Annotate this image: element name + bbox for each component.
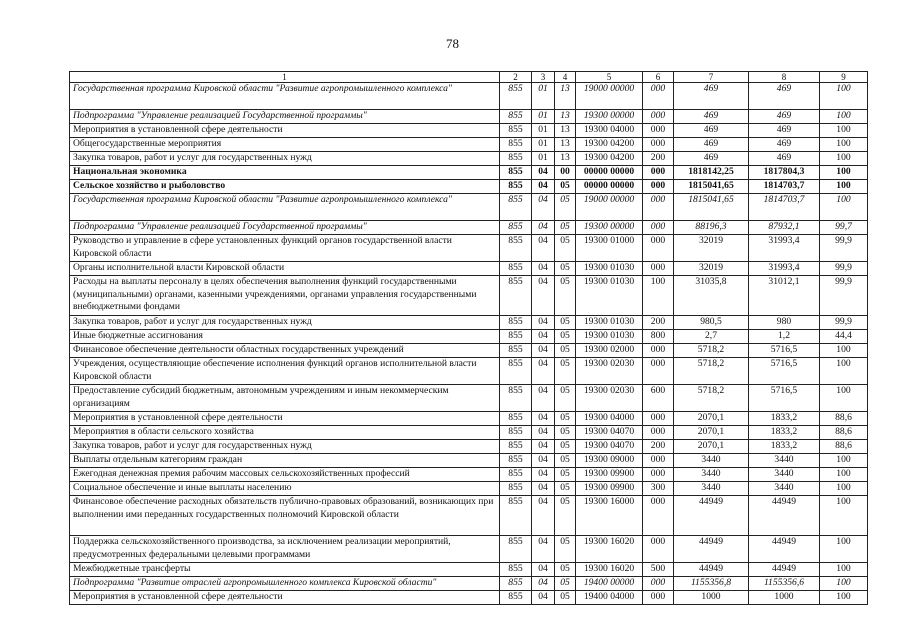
- cell-plan: 31035,8: [674, 276, 749, 316]
- cell-grbs: 855: [500, 316, 532, 330]
- cell-subsection: 05: [555, 412, 576, 426]
- cell-section: 04: [532, 426, 555, 440]
- cell-target-article: 19300 04070: [576, 440, 643, 454]
- cell-section: 04: [532, 468, 555, 482]
- cell-expense-type: 000: [643, 454, 674, 468]
- cell-expense-type: 000: [643, 138, 674, 152]
- cell-expense-type: 300: [643, 482, 674, 496]
- cell-percent: 99,9: [820, 235, 868, 262]
- cell-expense-type: 200: [643, 440, 674, 454]
- cell-plan: 88196,3: [674, 221, 749, 235]
- cell-name: Государственная программа Кировской области "Развитие агропромышленного комплекса": [70, 194, 500, 221]
- cell-name: Мероприятия в установленной сфере деятельности: [70, 124, 500, 138]
- cell-subsection: 05: [555, 563, 576, 577]
- cell-percent: 100: [820, 124, 868, 138]
- cell-expense-type: 000: [643, 468, 674, 482]
- cell-expense-type: 000: [643, 536, 674, 563]
- cell-percent: 100: [820, 496, 868, 536]
- cell-executed: 44949: [749, 536, 820, 563]
- cell-grbs: 855: [500, 454, 532, 468]
- cell-executed: 5716,5: [749, 385, 820, 412]
- table-row: [70, 591, 868, 605]
- cell-executed: 1814703,7: [749, 194, 820, 221]
- cell-section: 01: [532, 124, 555, 138]
- cell-percent: 88,6: [820, 440, 868, 454]
- cell-subsection: 05: [555, 577, 576, 591]
- cell-expense-type: 200: [643, 152, 674, 166]
- cell-target-article: 19300 01000: [576, 235, 643, 262]
- cell-subsection: 05: [555, 276, 576, 316]
- table-row: [70, 358, 868, 385]
- table-row: [70, 344, 868, 358]
- cell-target-article: 19300 09000: [576, 454, 643, 468]
- cell-subsection: 05: [555, 194, 576, 221]
- table-row: [70, 454, 868, 468]
- cell-executed: 1155356,6: [749, 577, 820, 591]
- cell-name: Иные бюджетные ассигнования: [70, 330, 500, 344]
- cell-plan: 5718,2: [674, 385, 749, 412]
- cell-plan: 469: [674, 152, 749, 166]
- cell-plan: 1000: [674, 591, 749, 605]
- cell-percent: 44,4: [820, 330, 868, 344]
- cell-plan: 2,7: [674, 330, 749, 344]
- table-row: [70, 110, 868, 124]
- cell-subsection: 05: [555, 385, 576, 412]
- cell-grbs: 855: [500, 591, 532, 605]
- cell-grbs: 855: [500, 110, 532, 124]
- cell-name: Мероприятия в установленной сфере деятельности: [70, 412, 500, 426]
- table-row: [70, 166, 868, 180]
- cell-expense-type: 000: [643, 496, 674, 536]
- budget-table: [69, 71, 868, 605]
- cell-name: Закупка товаров, работ и услуг для государственных нужд: [70, 152, 500, 166]
- cell-executed: 469: [749, 152, 820, 166]
- cell-executed: 1833,2: [749, 426, 820, 440]
- cell-section: 04: [532, 577, 555, 591]
- cell-grbs: 855: [500, 496, 532, 536]
- cell-target-article: 19300 01030: [576, 330, 643, 344]
- cell-target-article: 19000 00000: [576, 194, 643, 221]
- table-body: [70, 72, 868, 605]
- cell-section: 04: [532, 358, 555, 385]
- cell-executed: 1,2: [749, 330, 820, 344]
- cell-executed: 1817804,3: [749, 166, 820, 180]
- table-row: [70, 330, 868, 344]
- cell-percent: 100: [820, 591, 868, 605]
- cell-section: 04: [532, 385, 555, 412]
- cell-section: 04: [532, 180, 555, 194]
- cell-grbs: 855: [500, 262, 532, 276]
- header-cell-name: 1: [70, 72, 500, 83]
- cell-expense-type: 000: [643, 577, 674, 591]
- cell-plan: 2070,1: [674, 426, 749, 440]
- cell-name: Подпрограмма "Развитие отраслей агропромышленного комплекса Кировской области": [70, 577, 500, 591]
- cell-subsection: 05: [555, 316, 576, 330]
- cell-subsection: 05: [555, 426, 576, 440]
- cell-section: 04: [532, 482, 555, 496]
- cell-executed: 5716,5: [749, 344, 820, 358]
- cell-percent: 100: [820, 166, 868, 180]
- header-cell-percent: 9: [820, 72, 868, 83]
- cell-plan: 1815041,65: [674, 194, 749, 221]
- table-row: [70, 385, 868, 412]
- cell-expense-type: 000: [643, 262, 674, 276]
- cell-percent: 99,9: [820, 276, 868, 316]
- header-cell-executed: 8: [749, 72, 820, 83]
- table-row: [70, 138, 868, 152]
- table-row: [70, 426, 868, 440]
- cell-section: 04: [532, 536, 555, 563]
- cell-grbs: 855: [500, 194, 532, 221]
- cell-plan: 1818142,25: [674, 166, 749, 180]
- cell-grbs: 855: [500, 440, 532, 454]
- cell-target-article: 19300 00000: [576, 110, 643, 124]
- cell-target-article: 19300 04070: [576, 426, 643, 440]
- table-row: [70, 180, 868, 194]
- cell-name: Межбюджетные трансферты: [70, 563, 500, 577]
- cell-percent: 100: [820, 152, 868, 166]
- cell-name: Финансовое обеспечение деятельности областных государственных учреждений: [70, 344, 500, 358]
- cell-percent: 88,6: [820, 412, 868, 426]
- cell-expense-type: 100: [643, 276, 674, 316]
- cell-expense-type: 000: [643, 235, 674, 262]
- cell-target-article: 19300 09900: [576, 468, 643, 482]
- cell-executed: 1833,2: [749, 412, 820, 426]
- table-row: [70, 83, 868, 110]
- cell-target-article: 19400 00000: [576, 577, 643, 591]
- cell-percent: 100: [820, 110, 868, 124]
- cell-grbs: 855: [500, 166, 532, 180]
- cell-grbs: 855: [500, 152, 532, 166]
- cell-target-article: 19300 02030: [576, 358, 643, 385]
- cell-subsection: 05: [555, 344, 576, 358]
- cell-section: 01: [532, 83, 555, 110]
- cell-subsection: 05: [555, 440, 576, 454]
- table-row: [70, 276, 868, 316]
- cell-expense-type: 000: [643, 591, 674, 605]
- cell-plan: 5718,2: [674, 344, 749, 358]
- cell-executed: 44949: [749, 563, 820, 577]
- table-row: [70, 482, 868, 496]
- cell-executed: 3440: [749, 482, 820, 496]
- cell-grbs: 855: [500, 482, 532, 496]
- cell-section: 04: [532, 262, 555, 276]
- cell-executed: 87932,1: [749, 221, 820, 235]
- cell-percent: 100: [820, 482, 868, 496]
- cell-expense-type: 000: [643, 358, 674, 385]
- cell-grbs: 855: [500, 563, 532, 577]
- cell-name: Ежегодная денежная премия рабочим массовых сельскохозяйственных профессий: [70, 468, 500, 482]
- cell-target-article: 19000 00000: [576, 83, 643, 110]
- cell-grbs: 855: [500, 344, 532, 358]
- cell-subsection: 05: [555, 591, 576, 605]
- cell-subsection: 05: [555, 454, 576, 468]
- cell-target-article: 19300 02000: [576, 344, 643, 358]
- cell-target-article: 19400 04000: [576, 591, 643, 605]
- cell-section: 04: [532, 166, 555, 180]
- cell-name: Мероприятия в области сельского хозяйства: [70, 426, 500, 440]
- cell-percent: 100: [820, 577, 868, 591]
- cell-subsection: 00: [555, 166, 576, 180]
- cell-grbs: 855: [500, 276, 532, 316]
- cell-plan: 5718,2: [674, 358, 749, 385]
- cell-executed: 469: [749, 138, 820, 152]
- cell-subsection: 13: [555, 124, 576, 138]
- cell-subsection: 05: [555, 221, 576, 235]
- cell-target-article: 19300 16020: [576, 536, 643, 563]
- table-header-row: [70, 72, 868, 83]
- cell-grbs: 855: [500, 221, 532, 235]
- cell-target-article: 19300 16000: [576, 496, 643, 536]
- cell-name: Социальное обеспечение и иные выплаты населению: [70, 482, 500, 496]
- cell-target-article: 19300 00000: [576, 221, 643, 235]
- cell-subsection: 05: [555, 262, 576, 276]
- cell-name: Общегосударственные мероприятия: [70, 138, 500, 152]
- cell-plan: 469: [674, 138, 749, 152]
- cell-section: 04: [532, 496, 555, 536]
- cell-executed: 1814703,7: [749, 180, 820, 194]
- cell-percent: 100: [820, 194, 868, 221]
- cell-plan: 469: [674, 110, 749, 124]
- cell-name: Предоставление субсидий бюджетным, автономным учреждениям и иным некоммерческим организациям: [70, 385, 500, 412]
- cell-name: Закупка товаров, работ и услуг для государственных нужд: [70, 316, 500, 330]
- header-cell-plan: 7: [674, 72, 749, 83]
- cell-executed: 31993,4: [749, 235, 820, 262]
- cell-plan: 1155356,8: [674, 577, 749, 591]
- cell-section: 04: [532, 344, 555, 358]
- cell-percent: 99,9: [820, 316, 868, 330]
- cell-expense-type: 000: [643, 83, 674, 110]
- cell-percent: 100: [820, 454, 868, 468]
- cell-name: Государственная программа Кировской области "Развитие агропромышленного комплекса": [70, 83, 500, 110]
- cell-name: Выплаты отдельным категориям граждан: [70, 454, 500, 468]
- cell-plan: 3440: [674, 468, 749, 482]
- cell-executed: 469: [749, 110, 820, 124]
- cell-executed: 469: [749, 83, 820, 110]
- cell-percent: 100: [820, 344, 868, 358]
- cell-grbs: 855: [500, 426, 532, 440]
- cell-grbs: 855: [500, 235, 532, 262]
- cell-executed: 31993,4: [749, 262, 820, 276]
- cell-percent: 100: [820, 536, 868, 563]
- cell-expense-type: 500: [643, 563, 674, 577]
- cell-grbs: 855: [500, 412, 532, 426]
- cell-grbs: 855: [500, 138, 532, 152]
- cell-grbs: 855: [500, 180, 532, 194]
- cell-expense-type: 000: [643, 166, 674, 180]
- cell-plan: 32019: [674, 235, 749, 262]
- cell-percent: 100: [820, 563, 868, 577]
- table-row: [70, 316, 868, 330]
- cell-executed: 31012,1: [749, 276, 820, 316]
- cell-name: Поддержка сельскохозяйственного производства, за исключением реализации мероприятий, предусмотренных федеральными целевыми программами: [70, 536, 500, 563]
- cell-executed: 5716,5: [749, 358, 820, 385]
- cell-executed: 469: [749, 124, 820, 138]
- cell-target-article: 19300 04000: [576, 124, 643, 138]
- cell-section: 04: [532, 563, 555, 577]
- cell-subsection: 05: [555, 235, 576, 262]
- table-row: [70, 577, 868, 591]
- cell-name: Сельское хозяйство и рыболовство: [70, 180, 500, 194]
- cell-section: 04: [532, 194, 555, 221]
- table-row: [70, 262, 868, 276]
- cell-expense-type: 000: [643, 110, 674, 124]
- cell-plan: 469: [674, 83, 749, 110]
- cell-name: Подпрограмма "Управление реализацией Государственной программы": [70, 221, 500, 235]
- cell-subsection: 05: [555, 180, 576, 194]
- table-row: [70, 563, 868, 577]
- cell-expense-type: 200: [643, 316, 674, 330]
- cell-executed: 44949: [749, 496, 820, 536]
- cell-name: Национальная экономика: [70, 166, 500, 180]
- cell-percent: 99,7: [820, 221, 868, 235]
- cell-section: 01: [532, 138, 555, 152]
- cell-section: 01: [532, 152, 555, 166]
- cell-percent: 99,9: [820, 262, 868, 276]
- cell-grbs: 855: [500, 358, 532, 385]
- cell-name: Подпрограмма "Управление реализацией Государственной программы": [70, 110, 500, 124]
- cell-executed: 1000: [749, 591, 820, 605]
- cell-subsection: 13: [555, 138, 576, 152]
- cell-name: Закупка товаров, работ и услуг для государственных нужд: [70, 440, 500, 454]
- cell-grbs: 855: [500, 468, 532, 482]
- cell-percent: 88,6: [820, 426, 868, 440]
- cell-target-article: 19300 04200: [576, 152, 643, 166]
- cell-grbs: 855: [500, 83, 532, 110]
- cell-subsection: 05: [555, 468, 576, 482]
- cell-executed: 1833,2: [749, 440, 820, 454]
- header-cell-expense-type: 6: [643, 72, 674, 83]
- cell-plan: 44949: [674, 536, 749, 563]
- cell-plan: 44949: [674, 563, 749, 577]
- cell-target-article: 19300 04000: [576, 412, 643, 426]
- cell-subsection: 13: [555, 152, 576, 166]
- cell-target-article: 00000 00000: [576, 166, 643, 180]
- cell-expense-type: 000: [643, 221, 674, 235]
- cell-section: 04: [532, 221, 555, 235]
- cell-name: Руководство и управление в сфере установленных функций органов государственной власти Кировской области: [70, 235, 500, 262]
- cell-grbs: 855: [500, 330, 532, 344]
- cell-expense-type: 000: [643, 344, 674, 358]
- cell-plan: 44949: [674, 496, 749, 536]
- cell-subsection: 13: [555, 83, 576, 110]
- cell-target-article: 19300 04200: [576, 138, 643, 152]
- cell-target-article: 00000 00000: [576, 180, 643, 194]
- cell-section: 04: [532, 591, 555, 605]
- cell-subsection: 05: [555, 482, 576, 496]
- cell-target-article: 19300 09900: [576, 482, 643, 496]
- cell-plan: 2070,1: [674, 412, 749, 426]
- cell-subsection: 05: [555, 358, 576, 385]
- table-row: [70, 536, 868, 563]
- table-row: [70, 124, 868, 138]
- cell-plan: 3440: [674, 454, 749, 468]
- cell-section: 04: [532, 412, 555, 426]
- cell-section: 04: [532, 330, 555, 344]
- cell-grbs: 855: [500, 385, 532, 412]
- table-row: [70, 152, 868, 166]
- cell-name: Расходы на выплаты персоналу в целях обеспечения выполнения функций государственными (муниципальными) органами, казенными учреждениями, органами управления государственными внебюджетными фондами: [70, 276, 500, 316]
- cell-subsection: 05: [555, 536, 576, 563]
- cell-executed: 980: [749, 316, 820, 330]
- cell-subsection: 13: [555, 110, 576, 124]
- cell-expense-type: 000: [643, 412, 674, 426]
- cell-section: 01: [532, 110, 555, 124]
- header-cell-target-article: 5: [576, 72, 643, 83]
- cell-plan: 469: [674, 124, 749, 138]
- cell-expense-type: 600: [643, 385, 674, 412]
- cell-plan: 2070,1: [674, 440, 749, 454]
- cell-plan: 32019: [674, 262, 749, 276]
- table-row: [70, 221, 868, 235]
- cell-expense-type: 000: [643, 124, 674, 138]
- cell-grbs: 855: [500, 577, 532, 591]
- cell-subsection: 05: [555, 496, 576, 536]
- cell-section: 04: [532, 316, 555, 330]
- cell-target-article: 19300 16020: [576, 563, 643, 577]
- cell-name: Финансовое обеспечение расходных обязательств публично-правовых образований, возникающих при выполнении ими переданных государственных полномочий Кировской области: [70, 496, 500, 536]
- cell-percent: 100: [820, 358, 868, 385]
- cell-subsection: 05: [555, 330, 576, 344]
- cell-section: 04: [532, 454, 555, 468]
- cell-executed: 3440: [749, 468, 820, 482]
- cell-expense-type: 000: [643, 180, 674, 194]
- cell-section: 04: [532, 235, 555, 262]
- page-number: 78: [446, 36, 459, 51]
- cell-target-article: 19300 01030: [576, 276, 643, 316]
- cell-executed: 3440: [749, 454, 820, 468]
- cell-target-article: 19300 02030: [576, 385, 643, 412]
- cell-name: Органы исполнительной власти Кировской области: [70, 262, 500, 276]
- cell-percent: 100: [820, 180, 868, 194]
- header-cell-section: 3: [532, 72, 555, 83]
- cell-percent: 100: [820, 138, 868, 152]
- table-row: [70, 194, 868, 221]
- cell-expense-type: 000: [643, 194, 674, 221]
- cell-plan: 1815041,65: [674, 180, 749, 194]
- cell-target-article: 19300 01030: [576, 262, 643, 276]
- table-row: [70, 496, 868, 536]
- cell-grbs: 855: [500, 536, 532, 563]
- cell-percent: 100: [820, 83, 868, 110]
- cell-percent: 100: [820, 468, 868, 482]
- cell-section: 04: [532, 440, 555, 454]
- header-cell-subsection: 4: [555, 72, 576, 83]
- cell-expense-type: 000: [643, 426, 674, 440]
- table-row: [70, 235, 868, 262]
- cell-plan: 3440: [674, 482, 749, 496]
- cell-plan: 980,5: [674, 316, 749, 330]
- cell-expense-type: 800: [643, 330, 674, 344]
- header-cell-grbs: 2: [500, 72, 532, 83]
- cell-percent: 100: [820, 385, 868, 412]
- table-row: [70, 440, 868, 454]
- cell-section: 04: [532, 276, 555, 316]
- table-row: [70, 412, 868, 426]
- cell-name: Учреждения, осуществляющие обеспечение исполнения функций органов исполнительной власти Кировской области: [70, 358, 500, 385]
- cell-grbs: 855: [500, 124, 532, 138]
- table-row: [70, 468, 868, 482]
- cell-name: Мероприятия в установленной сфере деятельности: [70, 591, 500, 605]
- cell-target-article: 19300 01030: [576, 316, 643, 330]
